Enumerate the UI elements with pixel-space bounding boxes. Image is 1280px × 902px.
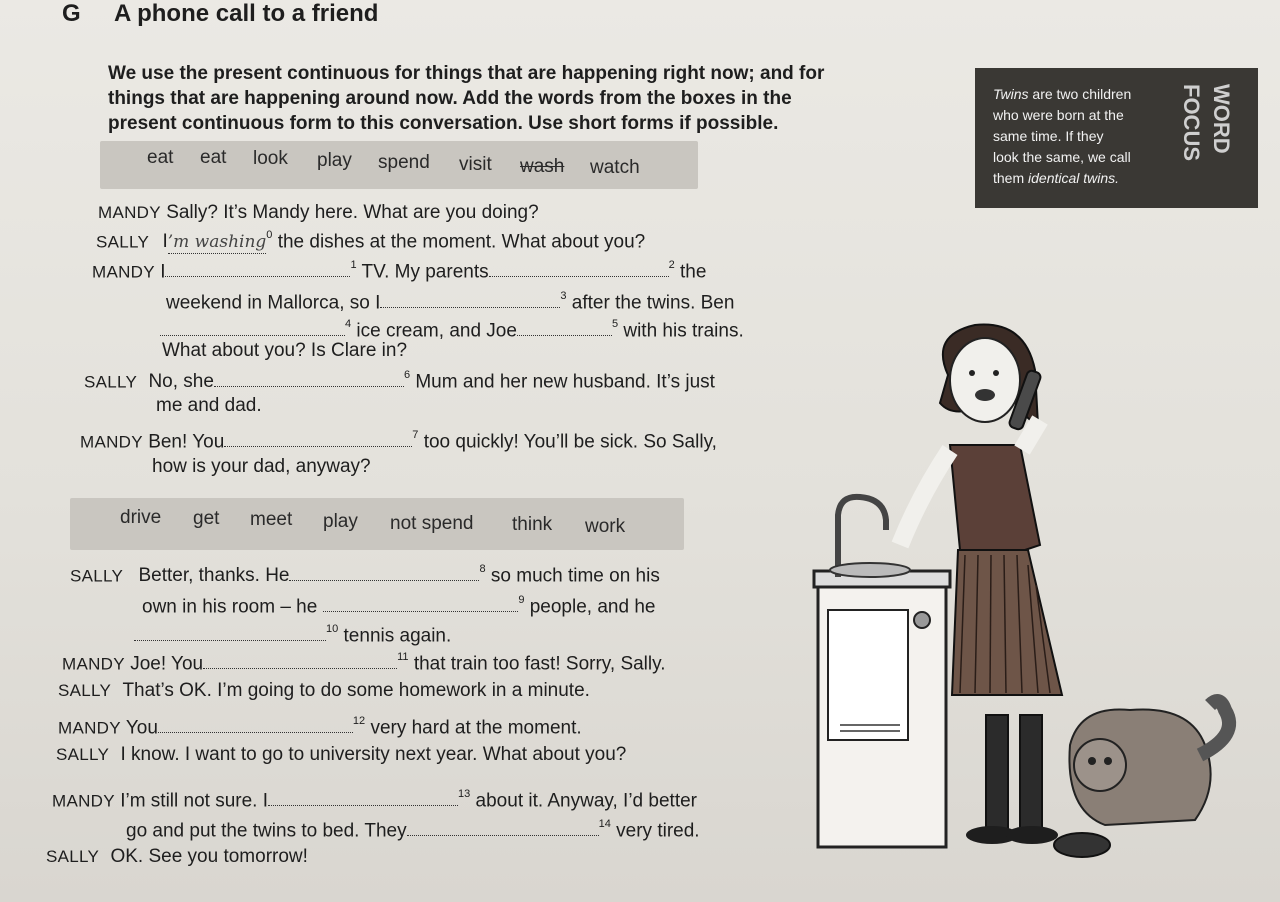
intro-line-1: We use the present continuous for things that are happening right now; and for [108,63,825,84]
word-focus-line-4: look the same, we call [993,149,1131,165]
gap-number: 10 [326,623,339,635]
line-text: weekend in Mallorca, so I [166,292,381,314]
word-focus-italic: Twins [993,86,1029,102]
line-text: I [162,231,168,253]
speaker: MANDY [52,791,115,811]
box2-word: get [193,508,220,529]
box2-word: work [585,516,626,537]
line-text: with his trains. [623,320,744,342]
line-text: Ben! You [148,431,225,453]
answer-gap[interactable] [214,370,404,387]
speaker: MANDY [92,262,155,282]
line-text: very hard at the moment. [370,717,582,739]
gap-number: 9 [518,594,525,606]
dialogue-line [96,226,645,254]
speaker: SALLY [84,372,138,392]
line-text: ice cream, and Joe [356,320,517,342]
speaker: MANDY [58,718,121,738]
line-text: No, she [148,371,214,393]
line-text: Mum and her new husband. It’s just [415,371,715,393]
gap-number: 14 [598,818,611,830]
line-text: the [680,261,707,283]
word-focus-line-2: who were born at the [993,107,1124,123]
line-text: about it. Anyway, I’d better [475,790,697,812]
box1-word: watch [590,157,640,178]
gap-number: 5 [611,318,619,330]
box1-word-crossed: wash [520,156,565,177]
dialogue-line [166,287,734,314]
intro-line-2: things that are happening around now. Add the words from the boxes in the [108,88,792,109]
line-text: so much time on his [490,565,660,587]
word-focus-label [1176,82,1236,194]
speaker: MANDY [98,203,161,222]
box2-word: meet [250,509,293,530]
word-focus-text [993,84,1131,189]
gap-number: 4 [345,318,352,330]
word-focus-line-5: them [993,170,1029,186]
dialogue-line [160,315,744,342]
dialogue-line [142,591,655,618]
line-text: after the twins. Ben [571,292,735,314]
box2-word: drive [120,507,162,528]
girl-on-phone-illustration [800,315,1250,875]
line-text: That’s OK. I’m going to do some homework in a minute. [122,680,590,701]
line-text: Better, thanks. He [138,565,290,587]
answer-gap[interactable] [224,430,412,447]
answer-gap[interactable] [407,819,599,836]
answer-gap[interactable] [160,319,345,336]
answer-gap[interactable] [323,595,518,612]
dialogue-line: how is your dad, anyway? [152,456,371,477]
section-letter: G [62,0,81,27]
box1-word: visit [459,154,492,175]
cat-figure [1054,701,1229,857]
line-text: tennis again. [343,625,452,647]
line-text: Joe! You [130,653,204,675]
line-text: too quickly! You’ll be sick. So Sally, [423,431,717,453]
gap-number: 1 [350,259,357,271]
line-text: I know. I want to go to university next year. What about you? [120,744,627,765]
speaker: SALLY [96,232,150,252]
line-text: Sally? It’s Mandy here. What are you doing? [166,202,539,223]
gap-number: 11 [397,651,409,663]
gap-number: 3 [560,290,567,302]
line-text: that train too fast! Sorry, Sally. [413,653,666,675]
speaker: MANDY [62,654,125,674]
speaker: SALLY [70,566,124,586]
gap-number: 0 [266,229,273,241]
section-title: A phone call to a friend [114,0,379,27]
line-text: TV. My parents [361,261,489,283]
word-focus-term: identical twins. [1028,170,1120,186]
box2-word: not spend [390,513,474,534]
dialogue-line [52,785,697,812]
example-answer: ’m washing [167,232,267,253]
box1-word: eat [147,147,174,168]
box2-word: think [512,514,553,535]
box1-word: spend [378,152,430,173]
dialogue-line [70,560,660,587]
line-text: OK. See you tomorrow! [110,846,308,867]
gap-number: 12 [352,715,366,727]
word-focus-label-word: WORD [1209,84,1234,154]
answer-gap[interactable] [165,260,350,277]
gap-number: 2 [668,259,675,271]
box2-word: play [323,511,358,532]
dialogue-line [62,648,666,675]
dialogue-line [58,712,582,739]
line-text: You [125,717,158,739]
answer-gap[interactable] [268,789,458,806]
line-text: I [160,261,166,283]
box1-word: play [317,150,352,171]
dialogue-line [134,620,451,647]
dialogue-line [58,680,590,702]
gap-number: 8 [479,563,486,575]
dialogue-line [98,202,539,224]
line-text: own in his room – he [142,596,318,618]
answer-gap[interactable] [158,716,353,733]
intro-line-3: present continuous form to this conversation. Use short forms if possible. [108,113,779,134]
word-focus-line-3: same time. If they [993,128,1104,144]
gap-number: 6 [403,369,411,381]
sink-cabinet [814,497,950,847]
answer-gap[interactable] [134,624,326,641]
line-text: very tired. [616,820,700,842]
answer-gap[interactable] [380,291,560,308]
dialogue-line [126,815,700,842]
dialogue-line [92,256,706,283]
box1-word: eat [200,147,227,168]
dialogue-line [80,426,717,453]
dialogue-line: me and dad. [156,395,262,416]
speaker: SALLY [58,681,112,700]
speaker: MANDY [80,432,143,452]
answer-gap[interactable] [489,260,669,277]
word-focus-line-1: are two children [1028,86,1132,102]
dialogue-line [56,744,626,766]
word-focus-label-focus: FOCUS [1179,84,1204,161]
line-text: I’m still not sure. I [120,790,269,812]
box1-word: look [253,148,288,169]
answer-gap[interactable] [517,319,612,336]
dialogue-line [46,846,308,868]
line-text: people, and he [529,596,656,618]
word-focus-box [975,68,1258,208]
gap-number: 7 [412,429,419,441]
answer-gap[interactable] [289,564,479,581]
dialogue-line [84,366,715,393]
answer-gap[interactable] [203,652,397,669]
line-text: the dishes at the moment. What about you? [277,231,646,253]
gap-number: 13 [458,788,471,800]
speaker: SALLY [46,847,100,866]
speaker: SALLY [56,745,110,764]
line-text: go and put the twins to bed. They [126,820,407,842]
dialogue-line: What about you? Is Clare in? [162,340,408,361]
